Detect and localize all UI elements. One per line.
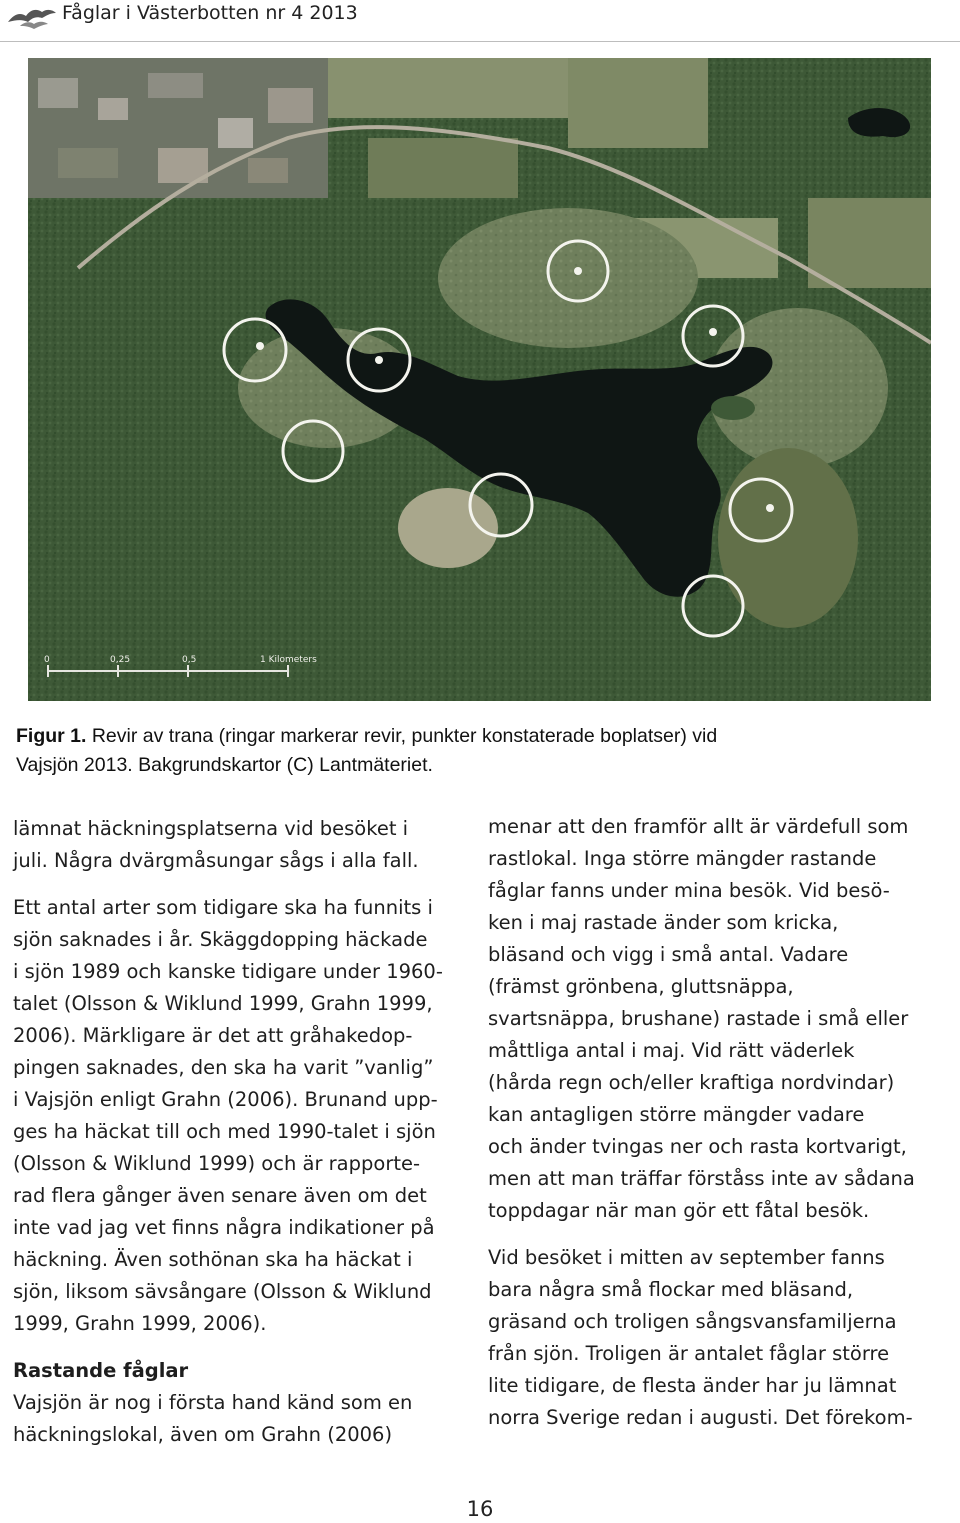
text-line: och änder tvingas ner och rasta kortvarigt, (488, 1135, 907, 1158)
nest-dot (574, 267, 582, 275)
text-line: i Vajsjön enligt Grahn (2006). Brunand upp- (13, 1088, 438, 1111)
text-line: rastlokal. Inga större mängder rastande (488, 847, 877, 870)
header-divider (0, 41, 960, 42)
text-line: rad flera gånger även senare även om det (13, 1184, 427, 1207)
text-line: menar att den framför allt är värdefull som (488, 815, 909, 838)
right-column (488, 811, 953, 1434)
text-line: talet (Olsson & Wiklund 1999, Grahn 1999, (13, 992, 433, 1015)
text-line: toppdagar när man gör ett fåtal besök. (488, 1199, 870, 1222)
text-line: pingen saknades, den ska ha varit ”vanlig” (13, 1056, 434, 1079)
satellite-map (28, 58, 931, 701)
text-line: 1999, Grahn 1999, 2006). (13, 1312, 267, 1335)
left-column (13, 813, 473, 1451)
nest-dot (256, 342, 264, 350)
scale-label-05: 0,5 (182, 655, 197, 665)
text-line: bläsand och vigg i små antal. Vadare (488, 943, 849, 966)
text-line: men att man träffar förståss inte av sådana (488, 1167, 915, 1190)
text-line: inte vad jag vet finns några indikationer på (13, 1216, 435, 1239)
text-line: Vid besöket i mitten av september fanns (488, 1246, 885, 1269)
text-line: bara några små flockar med bläsand, (488, 1278, 854, 1301)
scale-label-0: 0 (44, 655, 50, 665)
nest-dot (709, 328, 717, 336)
text-line: sjön, liksom sävsångare (Olsson & Wiklund (13, 1280, 432, 1303)
text-line: lite tidigare, de flesta änder har ju lämnat (488, 1374, 897, 1397)
text-line: ken i maj rastade änder som kricka, (488, 911, 839, 934)
figure-caption (16, 722, 916, 780)
text-line: Vajsjön är nog i första hand känd som en (13, 1391, 413, 1414)
text-line: ges ha häckat till och med 1990-talet i sjön (13, 1120, 436, 1143)
caption-label: Figur 1. (16, 725, 87, 747)
text-line: från sjön. Troligen är antalet fåglar större (488, 1342, 890, 1365)
page-header (0, 0, 960, 44)
text-line: 2006). Märkligare är det att gråhakedop- (13, 1024, 413, 1047)
text-line: (Olsson & Wiklund 1999) och är rapporte- (13, 1152, 421, 1175)
map-figure (28, 58, 931, 701)
text-line: svartsnäppa, brushane) rastade i små eller (488, 1007, 909, 1030)
nest-dot (375, 356, 383, 364)
text-line: (främst grönbena, gluttsnäppa, (488, 975, 794, 998)
caption-line1: Revir av trana (ringar markerar revir, punkter konstaterade boplatser) vid (86, 725, 718, 747)
section-heading: Rastande fåglar (13, 1359, 189, 1382)
text-line: Ett antal arter som tidigare ska ha funnits i (13, 896, 433, 919)
lake-island (711, 396, 755, 420)
text-line: gräsand och troligen sångsvansfamiljerna (488, 1310, 897, 1333)
scale-label-1km: 1 Kilometers (260, 655, 317, 665)
scale-label-025: 0,25 (110, 655, 131, 665)
text-line: måttliga antal i maj. Vid rätt väderlek (488, 1039, 855, 1062)
text-line: lämnat häckningsplatserna vid besöket i (13, 817, 409, 840)
text-line: norra Sverige redan i augusti. Det förekom- (488, 1406, 913, 1429)
text-line: (hårda regn och/eller kraftiga nordvindar) (488, 1071, 895, 1094)
text-line: i sjön 1989 och kanske tidigare under 1960- (13, 960, 443, 983)
text-line: häckning. Även sothönan ska ha häckat i (13, 1248, 413, 1271)
caption-line2: Vajsjön 2013. Bakgrundskartor (C) Lantmäteriet. (16, 754, 433, 776)
page-number: 16 (466, 1497, 494, 1521)
text-line: kan antagligen större mängder vadare (488, 1103, 865, 1126)
text-line: juli. Några dvärgmåsungar sågs i alla fall. (13, 849, 419, 872)
text-line: häckningslokal, även om Grahn (2006) (13, 1423, 393, 1446)
town-area (28, 58, 328, 198)
text-line: fåglar fanns under mina besök. Vid besö- (488, 879, 890, 902)
bird-logo-icon (6, 4, 58, 38)
text-line: sjön saknades i år. Skäggdopping häckade (13, 928, 428, 951)
journal-title: Fåglar i Västerbotten nr 4 2013 (62, 2, 358, 24)
nest-dot (766, 504, 774, 512)
